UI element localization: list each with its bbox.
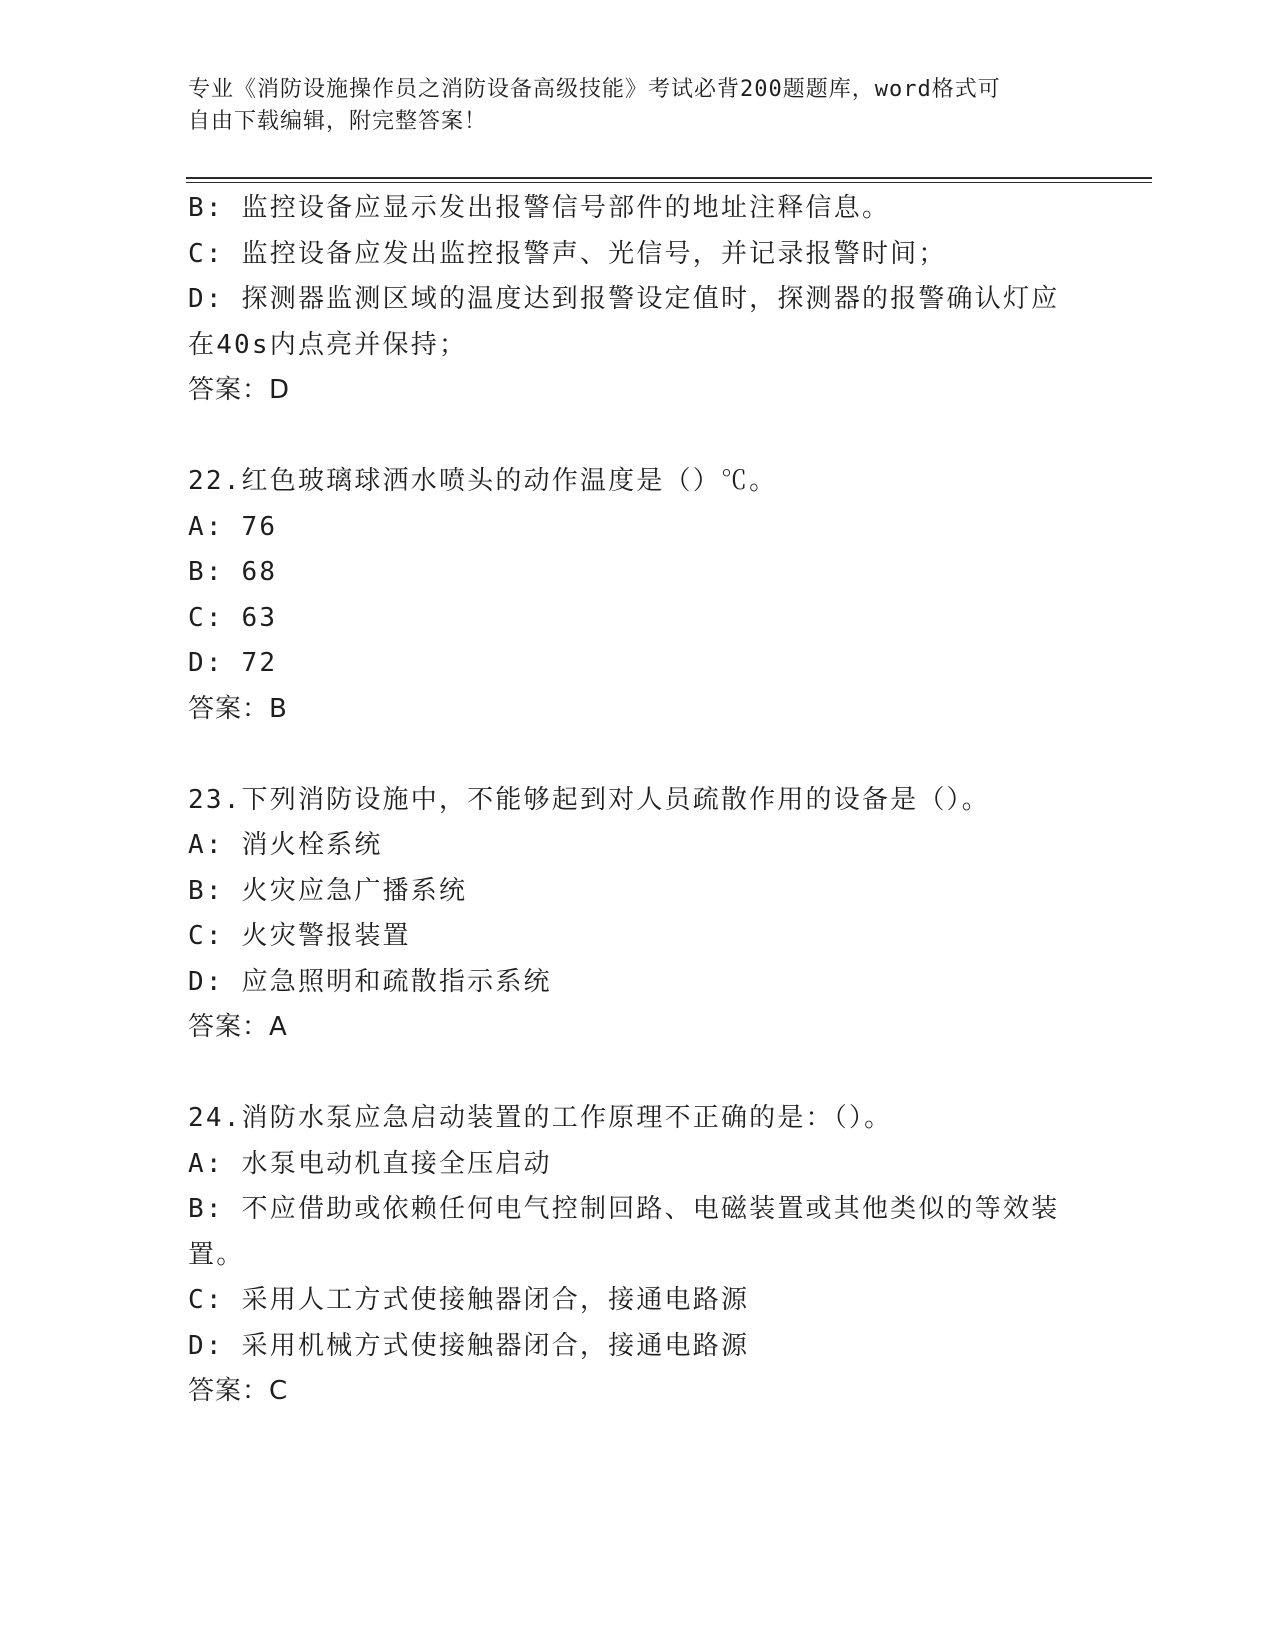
question-spacer [188, 414, 1078, 460]
option-c: C: 采用人工方式使接触器闭合，接通电路源 [188, 1285, 750, 1315]
question-23 [188, 778, 1078, 1051]
option-c: C: 监控设备应发出监控报警声、光信号，并记录报警时间； [188, 238, 947, 269]
question-spacer [188, 732, 1078, 778]
option-b: B: 监控设备应显示发出报警信号部件的地址注释信息。 [188, 193, 891, 223]
option-d: D: 应急照明和疏散指示系统 [188, 966, 552, 997]
option-b: B: 火灾应急广播系统 [188, 875, 468, 906]
answer-label: 答案：D [188, 375, 291, 405]
question-22 [188, 459, 1078, 732]
header-line-1: 专业《消防设施操作员之消防设备高级技能》考试必背200题题库，word格式可 [188, 77, 1001, 102]
answer-label: 答案：C [188, 1376, 289, 1406]
option-d: D: 72 [188, 648, 278, 678]
option-d: D: 采用机械方式使接触器闭合，接通电路源 [188, 1330, 750, 1361]
option-c: C: 63 [188, 602, 278, 633]
question-text: 24.消防水泵应急启动装置的工作原理不正确的是：（）。 [188, 1103, 893, 1133]
question-list [188, 186, 1078, 1415]
header-double-rule [186, 177, 1152, 183]
question-text: 23.下列消防设施中，不能够起到对人员疏散作用的设备是（）。 [188, 784, 990, 815]
answer-label: 答案：A [188, 1012, 288, 1042]
option-a: A: 76 [188, 511, 278, 542]
answer-label: 答案：B [188, 693, 288, 724]
question-21-continued [188, 186, 1078, 414]
option-a: A: 水泵电动机直接全压启动 [188, 1148, 552, 1179]
question-spacer [188, 1051, 1078, 1097]
option-d: D: 探测器监测区域的温度达到报警设定值时，探测器的报警确认灯应在40s内点亮并保持； [188, 284, 1060, 360]
document-header [188, 74, 1068, 138]
option-c: C: 火灾警报装置 [188, 921, 411, 951]
question-text: 22.红色玻璃球洒水喷头的动作温度是（）℃。 [188, 466, 778, 496]
header-line-2: 自由下载编辑，附完整答案！ [188, 109, 488, 134]
option-b: B: 不应借助或依赖任何电气控制回路、电磁装置或其他类似的等效装置。 [188, 1194, 1060, 1270]
option-a: A: 消火栓系统 [188, 830, 383, 860]
question-24 [188, 1096, 1078, 1415]
option-b: B: 68 [188, 557, 278, 587]
